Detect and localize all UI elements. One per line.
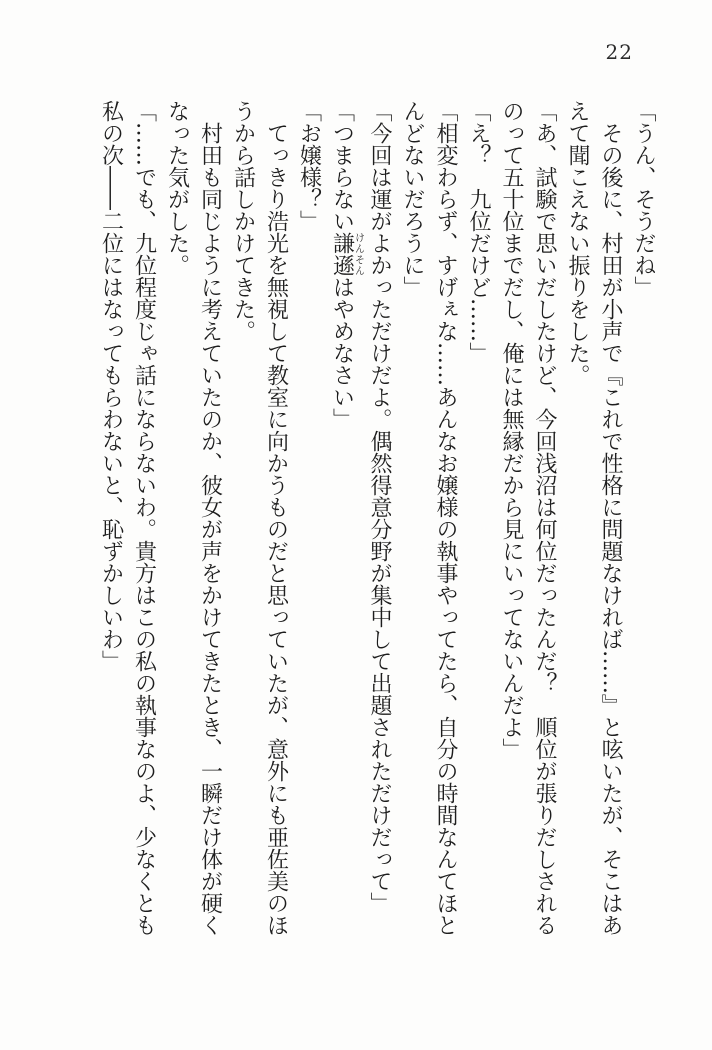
paragraph xyxy=(396,100,462,936)
text-run: はやめなさい」 xyxy=(329,276,355,430)
paragraph xyxy=(627,100,660,936)
text-run: 「お嬢様？」 xyxy=(296,100,322,232)
paragraph xyxy=(161,100,227,936)
text-run: 「うん、そうだね」 xyxy=(631,100,656,298)
page-number: 22 xyxy=(605,40,633,64)
paragraph xyxy=(227,100,293,936)
paragraph xyxy=(326,100,364,936)
paragraph xyxy=(363,100,396,936)
text-run: その後に、村田が小声で『これで性格に問題なければ……』と呟いたが、そこはあえて聞こえない振りをした。 xyxy=(565,100,623,936)
ruby-annotated-word: 謙遜けんそん xyxy=(329,232,364,276)
text-run: 「え？ 九位だけど……」 xyxy=(466,100,491,364)
text-run: 村田も同じように考えていたのか、彼女が声をかけてきたとき、一瞬だけ体が硬くなった気がした。 xyxy=(164,100,223,936)
text-run: 「つまらない xyxy=(329,100,355,232)
paragraph xyxy=(495,100,561,936)
text-run: 「……でも、九位程度じゃ話にならないわ。貴方はこの私の執事なのよ、少なくとも私の次――二位にはなってもらわないと、恥ずかしいわ」 xyxy=(98,100,157,936)
text-run: 「あ、試験で思いだしたけど、今回浅沼は何位だったんだ？ 順位が張りだしされるのって五十位までだし、俺には無縁だから見にいってないんだよ」 xyxy=(499,100,557,936)
paragraph xyxy=(561,100,627,936)
paragraph xyxy=(95,100,161,936)
paragraph xyxy=(462,100,495,936)
text-block xyxy=(95,100,661,936)
text-run: 「今回は運がよかっただけだよ。偶然得意分野が集中して出題されただけだって」 xyxy=(367,100,392,914)
text-run: 「相変わらず、すげぇな……あんなお嬢様の執事やってたら、自分の時間なんてほとんどないだろうに」 xyxy=(400,100,458,936)
text-run: てっきり浩光を無視して教室に向かうものだと思っていたが、意外にも亜佐美のほうから話しかけてきた。 xyxy=(230,100,289,936)
paragraph xyxy=(293,100,326,936)
